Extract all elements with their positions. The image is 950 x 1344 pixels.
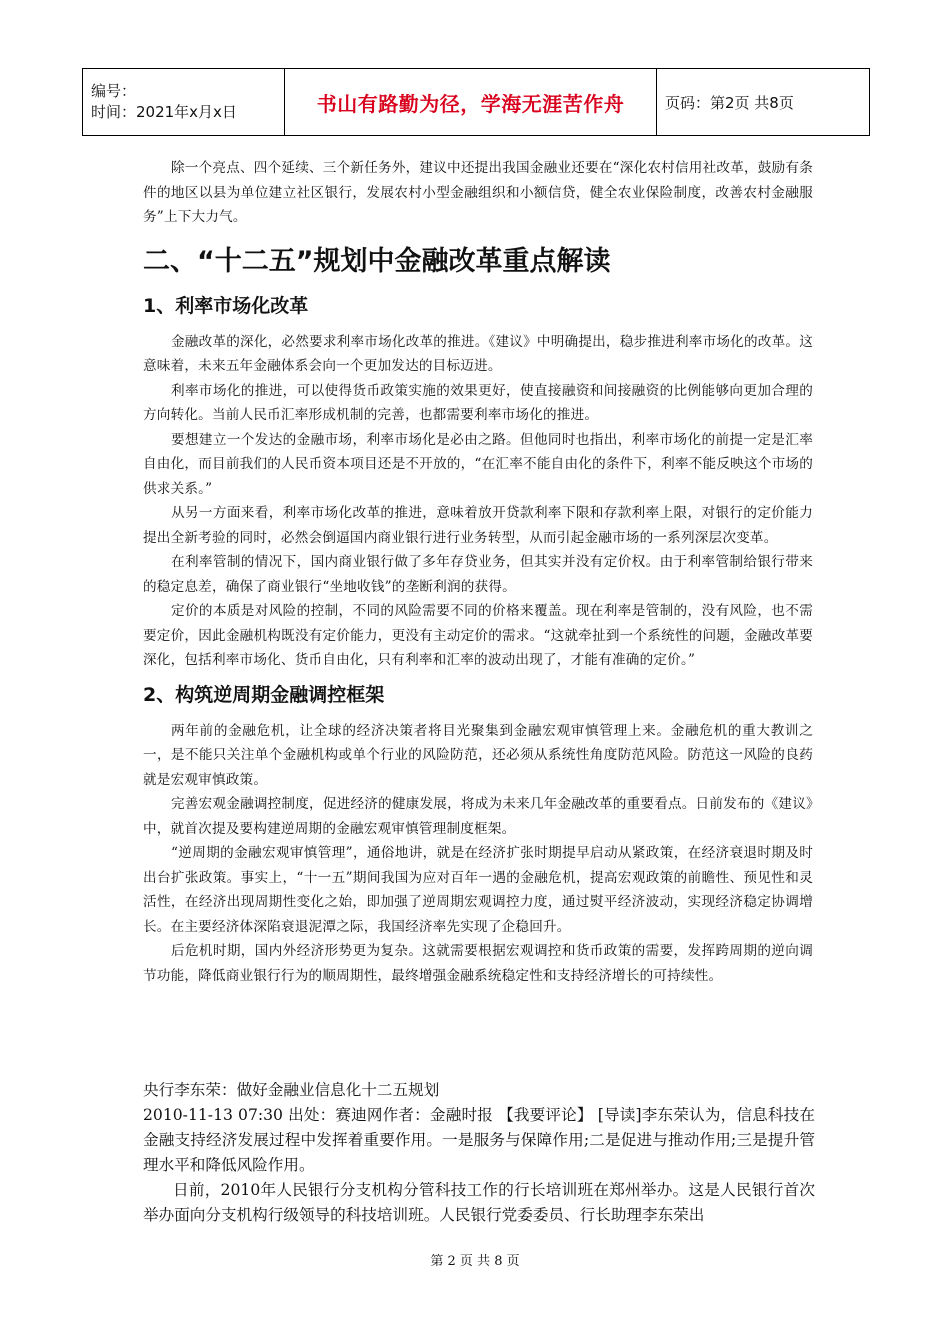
paragraph: 后危机时期，国内外经济形势更为复杂。这就需要根据宏观调控和货币政策的需要，发挥跨周期的逆向调节功能，降低商业银行行为的顺周期性，最终增强金融系统稳定性和支持经济增长的可持续性。 (143, 943, 813, 984)
header-motto: 书山有路勤为径，学海无涯苦作舟 (285, 69, 657, 136)
document-body (143, 156, 813, 988)
paragraph: 从另一方面来看，利率市场化改革的推进，意味着放开贷款利率下限和存款利率上限，对银行的定价能力提出全新考验的同时，必然会倒逼国内商业银行进行业务转型，从而引起金融市场的一系列深层次变革。 (143, 505, 813, 546)
news-body: 日前，2010年人民银行分支机构分管科技工作的行长培训班在郑州举办。这是人民银行首次举办面向分支机构行级领导的科技培训班。人民银行党委委员、行长助理李东荣出 (143, 1181, 815, 1224)
paragraph: 利率市场化的推进，可以使得货币政策实施的效果更好，使直接融资和间接融资的比例能够向更加合理的方向转化。当前人民币汇率形成机制的完善，也都需要利率市场化的推进。 (143, 382, 813, 423)
news-article (143, 1078, 815, 1228)
page-header-table (82, 68, 870, 136)
page-footer: 第 2 页 共 8 页 (430, 1254, 520, 1269)
paragraph: “逆周期的金融宏观审慎管理”，通俗地讲，就是在经济扩张时期提早启动从紧政策，在经济衰退时期及时出台扩张政策。事实上，“十一五”期间我国为应对百年一遇的金融危机，提高宏观政策的前瞻性、预见性和灵活性，在经济出现周期性变化之始，即加强了逆周期宏观调控力度，通过熨平经济波动，实现经济稳定协调增长。在主要经济体深陷衰退泥潭之际，我国经济率先实现了企稳回升。 (143, 845, 813, 935)
subsection-heading-1: 1、利率市场化改革 (143, 294, 309, 317)
header-number-label: 编号： (91, 82, 137, 100)
paragraph: 两年前的金融危机，让全球的经济决策者将目光聚集到金融宏观审慎管理上来。金融危机的重大教训之一，是不能只关注单个金融机构或单个行业的风险防范，还必须从系统性角度防范风险。防范这一风险的良药就是宏观审慎政策。 (143, 722, 813, 788)
header-date-label: 时间：2021年x月x日 (91, 103, 237, 121)
paragraph: 要想建立一个发达的金融市场，利率市场化是必由之路。但他同时也指出，利率市场化的前提一定是汇率自由化，而目前我们的人民币资本项目还是不开放的，“在汇率不能自由化的条件下，利率不能反映这个市场的供求关系。” (143, 431, 813, 497)
paragraph: 在利率管制的情况下，国内商业银行做了多年存贷业务，但其实并没有定价权。由于利率管制给银行带来的稳定息差，确保了商业银行“坐地收钱”的垄断利润的获得。 (143, 554, 813, 595)
header-page-label: 页码：第2页 共8页 (657, 69, 870, 136)
paragraph: 金融改革的深化，必然要求利率市场化改革的推进。《建议》中明确提出，稳步推进利率市场化的改革。这意味着，未来五年金融体系会向一个更加发达的目标迈进。 (143, 333, 813, 374)
section-heading: 二、“十二五”规划中金融改革重点解读 (143, 245, 611, 277)
news-meta-lead: 2010-11-13 07:30 出处：赛迪网作者：金融时报 【我要评论】 [导读]李东荣认为，信息科技在金融支持经济发展过程中发挥着重要作用。一是服务与保障作用;二是促进与推动作用;三是提升管理水平和降低风险作用。 (143, 1106, 815, 1174)
intro-paragraph: 除一个亮点、四个延续、三个新任务外，建议中还提出我国金融业还要在“深化农村信用社改革，鼓励有条件的地区以县为单位建立社区银行，发展农村小型金融组织和小额信贷，健全农业保险制度，改善农村金融服务”上下大力气。 (143, 160, 813, 225)
subsection-heading-2: 2、构筑逆周期金融调控框架 (143, 683, 385, 706)
news-headline: 央行李东荣：做好金融业信息化十二五规划 (143, 1081, 440, 1099)
paragraph: 定价的本质是对风险的控制，不同的风险需要不同的价格来覆盖。现在利率是管制的，没有风险，也不需要定价，因此金融机构既没有定价能力，更没有主动定价的需求。“这就牵扯到一个系统性的问题，金融改革要深化，包括利率市场化、货币自由化，只有利率和汇率的波动出现了，才能有准确的定价。” (143, 603, 813, 668)
paragraph: 完善宏观金融调控制度，促进经济的健康发展，将成为未来几年金融改革的重要看点。日前发布的《建议》中，就首次提及要构建逆周期的金融宏观审慎管理制度框架。 (143, 796, 813, 837)
header-meta-cell (83, 69, 285, 136)
